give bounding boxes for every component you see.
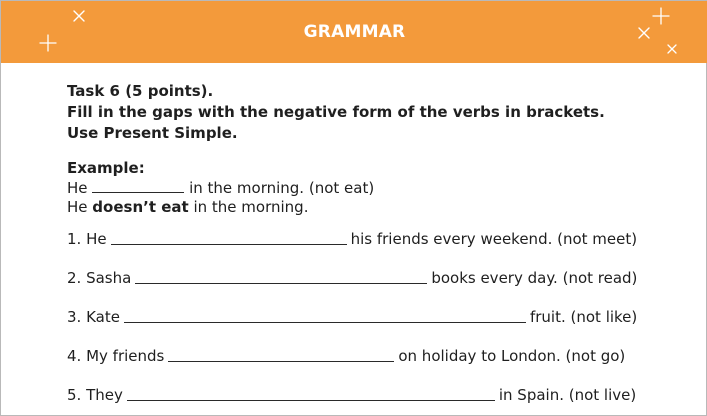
example-line-1-end: in the morning. (not eat) <box>189 179 375 197</box>
item-3-end: fruit. (not like) <box>529 308 638 326</box>
exercise-item-1 <box>67 226 637 248</box>
exercise-item-3 <box>67 304 637 326</box>
example-section <box>67 159 647 217</box>
item-5-end: in Spain. (not live) <box>498 386 637 404</box>
example-line-1 <box>67 178 647 198</box>
item-2-answer-blank[interactable] <box>135 282 427 284</box>
sparkle-x-icon <box>665 42 683 60</box>
example-line-2-start: He <box>67 198 88 216</box>
sparkle-x-icon <box>71 8 89 26</box>
sparkle-plus-icon <box>39 34 57 52</box>
sparkle-x-icon <box>636 25 654 43</box>
example-line-1-start: He <box>67 179 88 197</box>
sparkle-plus-icon <box>652 7 670 25</box>
item-2-start: 2. Sasha <box>67 269 132 287</box>
item-1-end: his friends every weekend. (not meet) <box>350 230 638 248</box>
example-heading: Example: <box>67 159 145 177</box>
item-3-answer-blank[interactable] <box>124 321 526 323</box>
item-4-end: on holiday to London. (not go) <box>398 347 626 365</box>
grammar-banner <box>1 1 707 63</box>
example-blank <box>92 178 184 193</box>
example-line-2-end: in the morning. <box>193 198 309 216</box>
task-instruction: Fill in the gaps with the negative form of the verbs in brackets. <box>67 103 605 121</box>
worksheet-content <box>67 81 647 404</box>
banner-title: GRAMMAR <box>303 22 406 42</box>
item-1-start: 1. He <box>67 230 107 248</box>
task-tense-note: Use Present Simple. <box>67 124 238 142</box>
item-2-end: books every day. (not read) <box>431 269 638 287</box>
task-title: Task 6 (5 points). <box>67 82 214 100</box>
exercise-item-2 <box>67 265 637 287</box>
item-4-start: 4. My friends <box>67 347 165 365</box>
exercise-item-5 <box>67 382 637 404</box>
item-5-answer-blank[interactable] <box>127 399 495 401</box>
example-line-2 <box>67 198 647 217</box>
item-5-start: 5. They <box>67 386 123 404</box>
item-4-answer-blank[interactable] <box>168 360 394 362</box>
item-1-answer-blank[interactable] <box>111 243 347 245</box>
item-3-start: 3. Kate <box>67 308 120 326</box>
task-instructions <box>67 81 647 144</box>
exercise-item-4 <box>67 343 637 365</box>
example-answer: doesn’t eat <box>92 198 189 216</box>
